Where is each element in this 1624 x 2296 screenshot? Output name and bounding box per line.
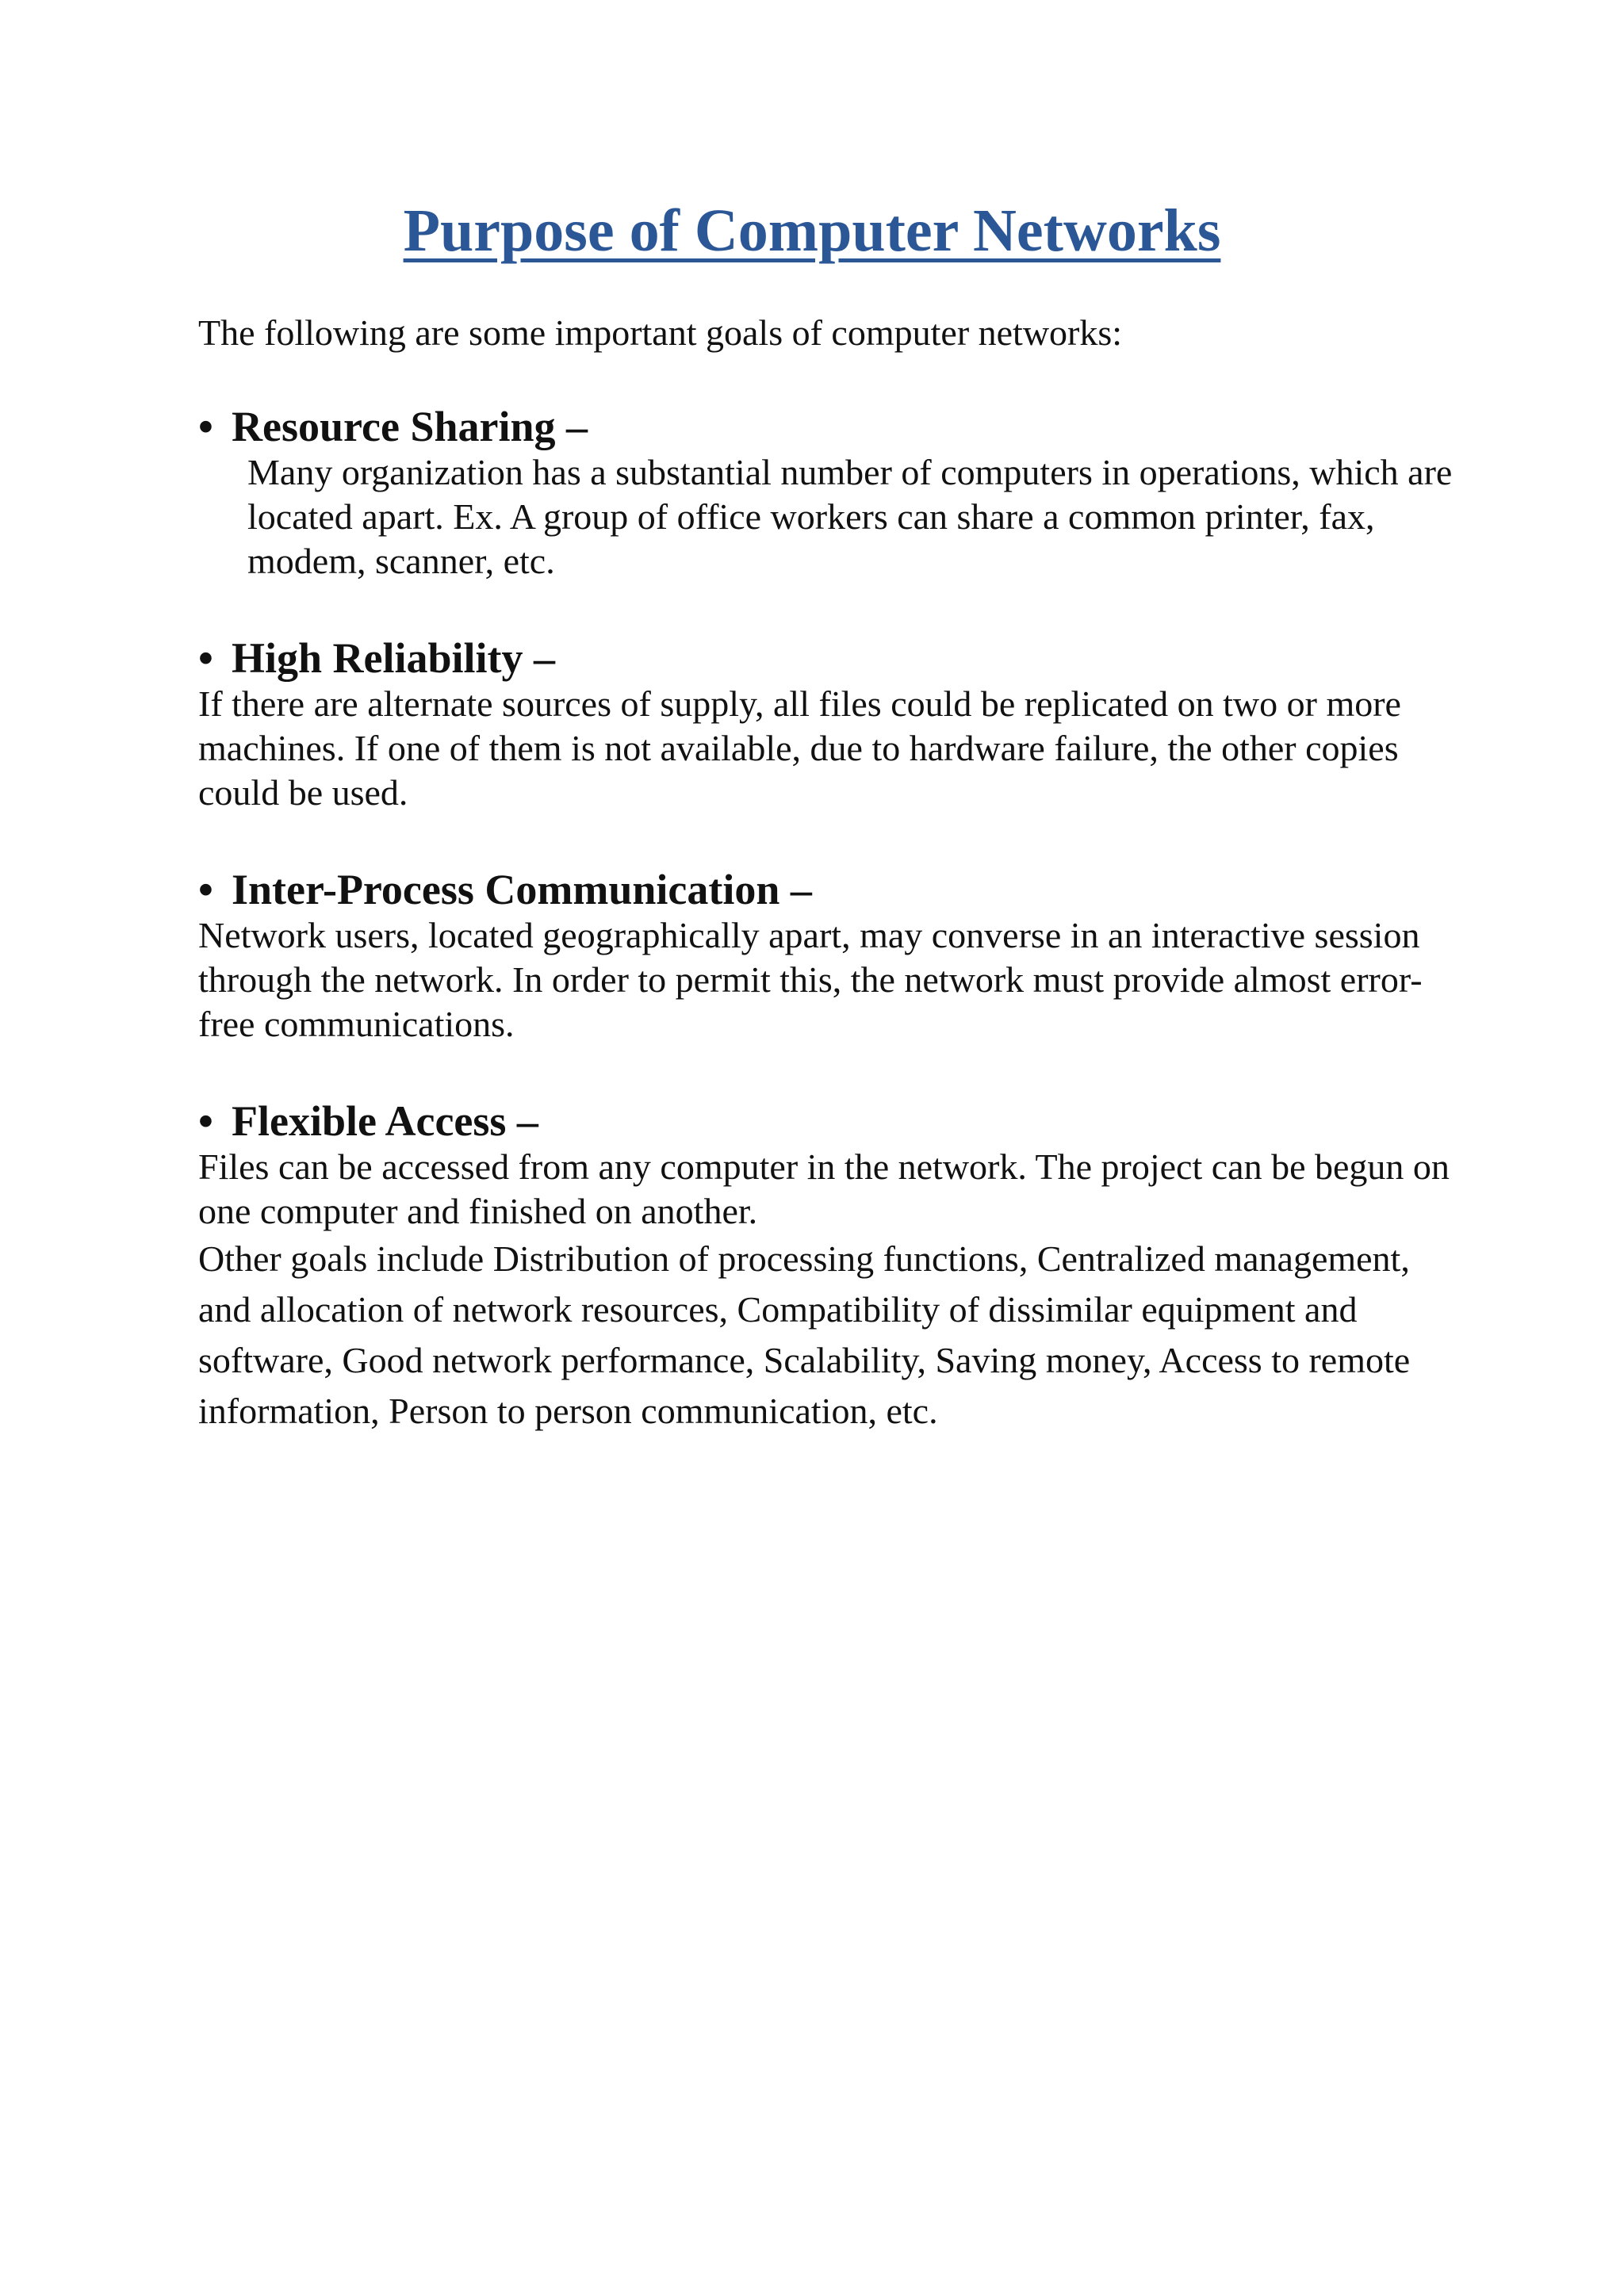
bullet-icon: • (198, 634, 213, 682)
bullet-icon: • (198, 866, 213, 913)
section-flexible-access (198, 1097, 1467, 1437)
section-inter-process-communication (198, 866, 1467, 1047)
section-heading-text: Flexible Access – (232, 1097, 538, 1145)
closing-paragraph: Other goals include Distribution of processing functions, Centralized management, and allocation of network resources, Compatibility of dissimilar equipment and software, Good network performance, Scalability, Saving money, Access to remote information, Person to person communication, etc. (198, 1238, 1411, 1431)
page-title: Purpose of Computer Networks (403, 197, 1221, 264)
bullet-icon: • (198, 403, 213, 450)
section-resource-sharing (198, 403, 1467, 584)
section-heading (198, 866, 1467, 913)
section-heading-text: High Reliability – (232, 634, 556, 682)
section-body: Files can be accessed from any computer in the network. The project can be begun on one computer and finished on another. (198, 1146, 1450, 1231)
intro-text: The following are some important goals of computer networks: (198, 312, 1123, 353)
section-heading (198, 1097, 1467, 1145)
section-high-reliability (198, 634, 1467, 815)
section-body: Network users, located geographically apart, may converse in an interactive session through the network. In order to permit this, the network must provide almost error-free communications. (198, 915, 1423, 1044)
section-heading (198, 634, 1467, 682)
section-body: If there are alternate sources of supply, all files could be replicated on two or more machines. If one of them is not available, due to hardware failure, the other copies could be used. (198, 683, 1401, 813)
section-body: Many organization has a substantial number of computers in operations, which are located apart. Ex. A group of office workers can share a common printer, fax, modem, scanner, etc. (247, 452, 1453, 581)
bullet-icon: • (198, 1097, 213, 1145)
section-heading (198, 403, 1467, 450)
section-heading-text: Inter-Process Communication – (232, 866, 812, 913)
section-heading-text: Resource Sharing – (232, 403, 588, 450)
